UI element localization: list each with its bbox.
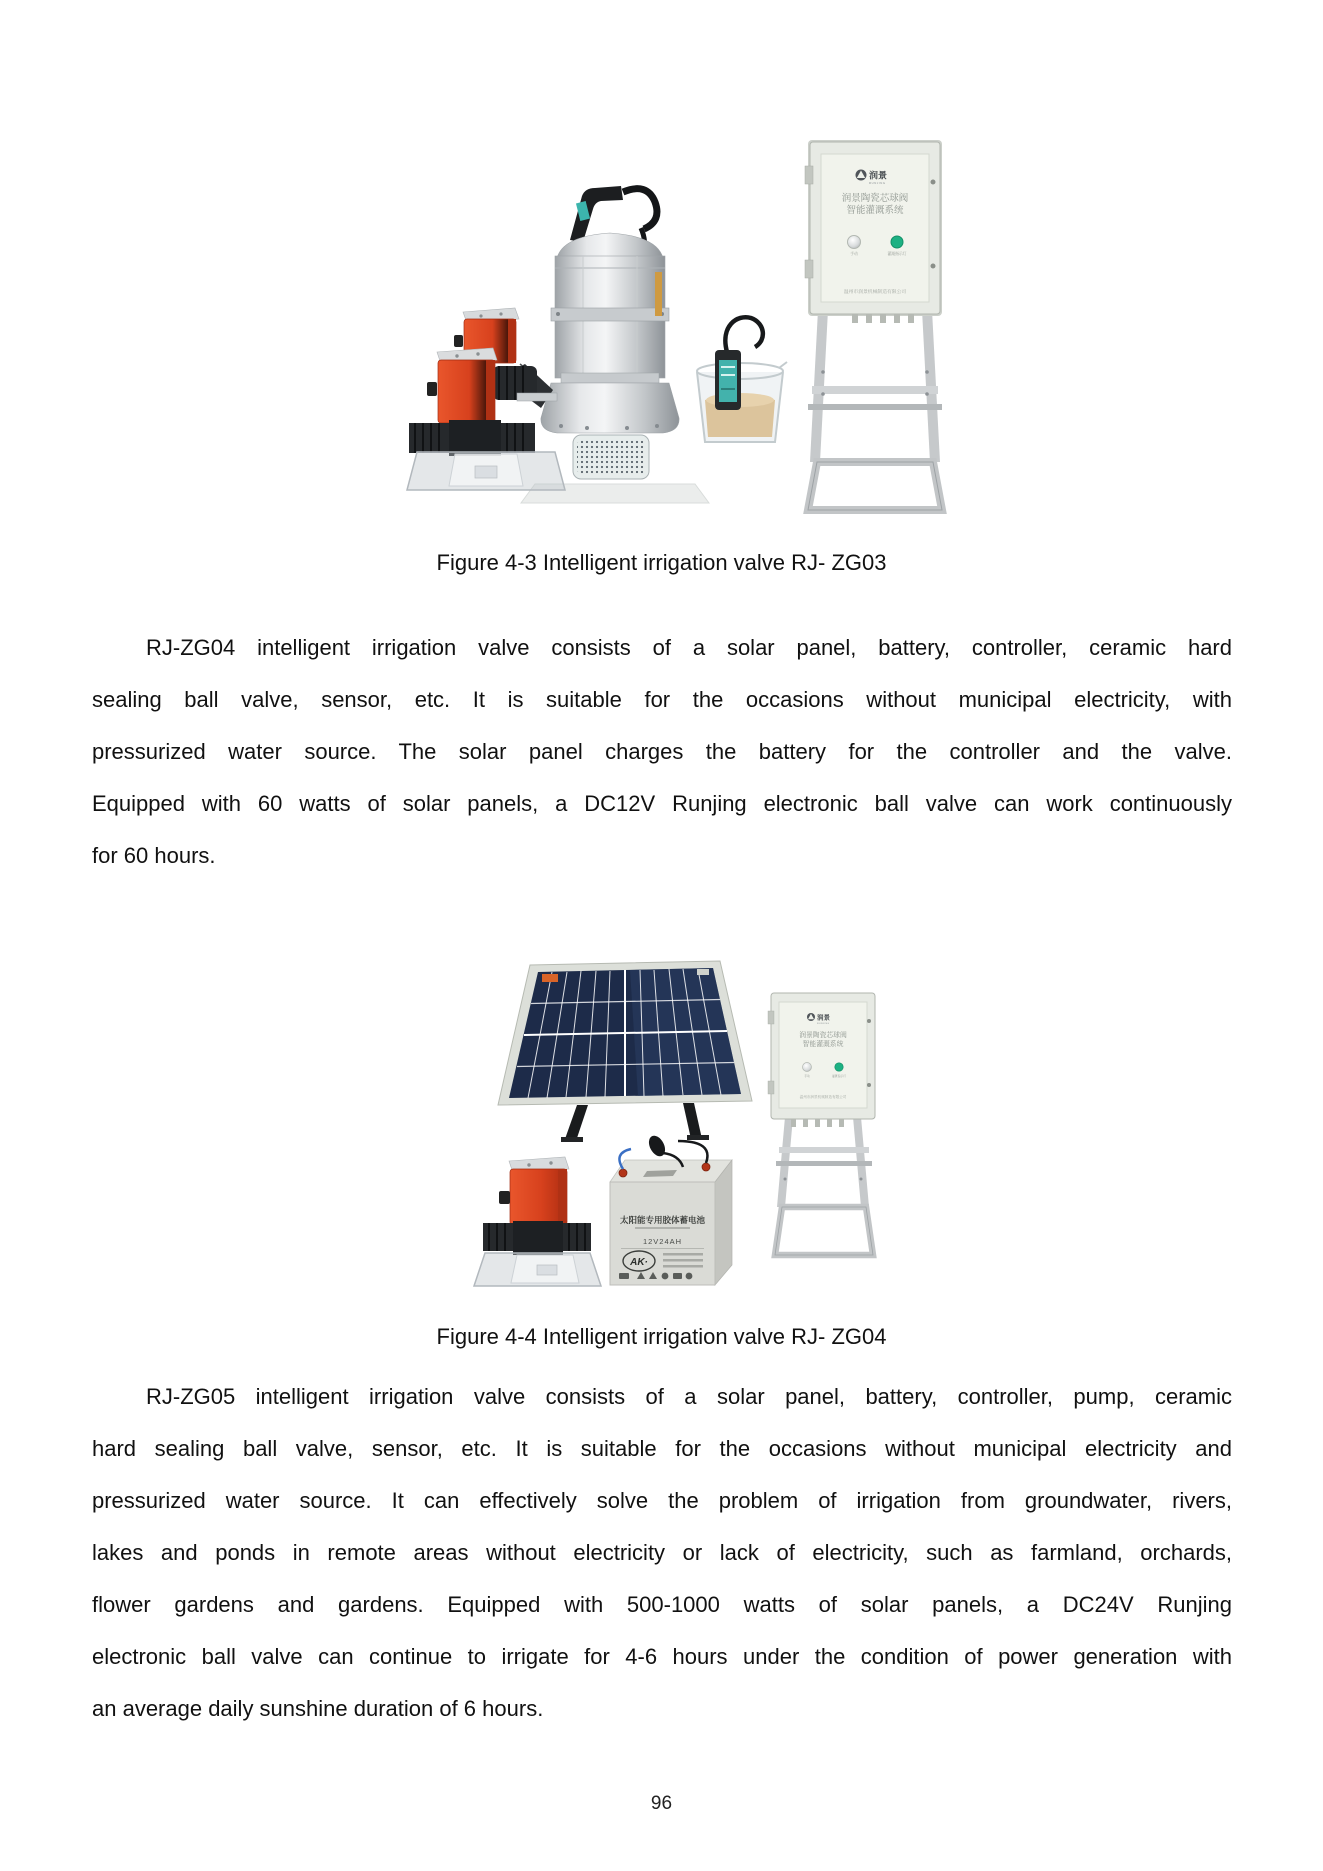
sensor-cable: [725, 317, 763, 352]
controller-stand-illustration: [808, 310, 942, 510]
electric-ball-valve-illustration: [474, 1157, 601, 1286]
battery-connector-cap: [646, 1133, 669, 1159]
controller-company-label: 温州市润景机械制造有限公司: [843, 290, 907, 295]
pump-side-label: [655, 272, 662, 316]
paragraph-rj-zg04: [92, 622, 1232, 882]
irrigation-indicator-light: [835, 1063, 843, 1071]
irrigation-indicator-light: [891, 236, 903, 248]
controller-brand-label: 润景: [869, 170, 888, 181]
text-line: pressurized water source. It can effectively solve the problem of irrigation from groundwater, rivers,: [92, 1488, 1232, 1513]
text-line: electronic ball valve can continue to irrigate for 4-6 hours under the condition of power generation with: [92, 1644, 1232, 1669]
controller-box-illustration-small: [768, 993, 875, 1255]
controller-company-label: 温州市润景机械制造有限公司: [799, 1095, 847, 1099]
text-line: lakes and ponds in remote areas without electricity or lack of electricity, such as farmland, orchards,: [92, 1540, 1232, 1565]
battery-terminal: [619, 1169, 627, 1177]
manual-button-label: 手动: [804, 1074, 810, 1078]
controller-title-line1: 润景陶瓷芯球阀: [799, 1032, 847, 1039]
battery-model-label: 12V24AH: [642, 1237, 683, 1246]
solar-panel-label: [542, 974, 558, 982]
controller-title-line2: 智能灌溉系统: [846, 205, 904, 216]
text-line: hard sealing ball valve, sensor, etc. It is suitable for the occasions without municipal electricity and: [92, 1436, 1232, 1461]
pump-strainer: [573, 435, 649, 479]
text-line: for 60 hours.: [92, 843, 216, 868]
text-line: flower gardens and gardens. Equipped with 500-1000 watts of solar panels, a DC24V Runjing: [92, 1592, 1232, 1617]
controller-box-illustration: [805, 140, 942, 323]
manual-button-label: 手动: [850, 252, 858, 256]
pump-cable: [623, 189, 657, 229]
controller-title-line2: 智能灌溉系统: [802, 1041, 844, 1048]
figure-4-3-illustration: [365, 90, 955, 520]
controller-title-line1: 润景陶瓷芯球阀: [841, 193, 909, 204]
figure-4-3-photo: [365, 90, 955, 520]
text-line: pressurized water source. The solar panel charges the battery for the controller and the valve.: [92, 739, 1232, 764]
manual-button-illustration: [848, 236, 861, 249]
battery-terminal: [702, 1163, 710, 1171]
text-line: Equipped with 60 watts of solar panels, a DC12V Runjing electronic ball valve can work continuously: [92, 791, 1232, 816]
text-line: an average daily sunshine duration of 6 hours.: [92, 1696, 544, 1721]
sensor-beaker-illustration: [697, 317, 787, 442]
figure-4-3-caption: Figure 4-3 Intelligent irrigation valve RJ- ZG03: [436, 550, 887, 575]
valve-assembly-illustration: [407, 308, 565, 490]
paragraph-rj-zg05: [92, 1371, 1232, 1735]
figure-4-4-photo: [425, 955, 890, 1290]
figure-4-4-illustration: [425, 955, 890, 1290]
battery-illustration: [610, 1133, 732, 1285]
solar-panel-illustration: [498, 961, 752, 1142]
indicator-light-label: 灌溉指示灯: [887, 252, 907, 256]
battery-title-label: 太阳能专用胶体蓄电池: [619, 1215, 706, 1225]
figure-4-4-caption: Figure 4-4 Intelligent irrigation valve RJ- ZG04: [436, 1324, 887, 1349]
text-line: RJ-ZG04 intelligent irrigation valve consists of a solar panel, battery, controller, ceramic hard: [146, 635, 1232, 660]
controller-brand-logo-icon: [856, 170, 867, 181]
controller-brand-sub-label: RUNJING: [817, 1022, 830, 1025]
controller-brand-label: 润景: [817, 1014, 830, 1022]
indicator-light-label: 灌溉指示灯: [832, 1074, 846, 1078]
controller-brand-sub-label: RUNJING: [869, 181, 886, 185]
text-line: sealing ball valve, sensor, etc. It is suitable for the occasions without municipal electricity, with: [92, 687, 1232, 712]
manual-button-illustration: [803, 1063, 812, 1072]
page-number: 96: [650, 1793, 673, 1814]
battery-brand-label: AK·: [630, 1257, 648, 1268]
text-line: RJ-ZG05 intelligent irrigation valve consists of a solar panel, battery, controller, pump, ceramic: [146, 1384, 1232, 1409]
